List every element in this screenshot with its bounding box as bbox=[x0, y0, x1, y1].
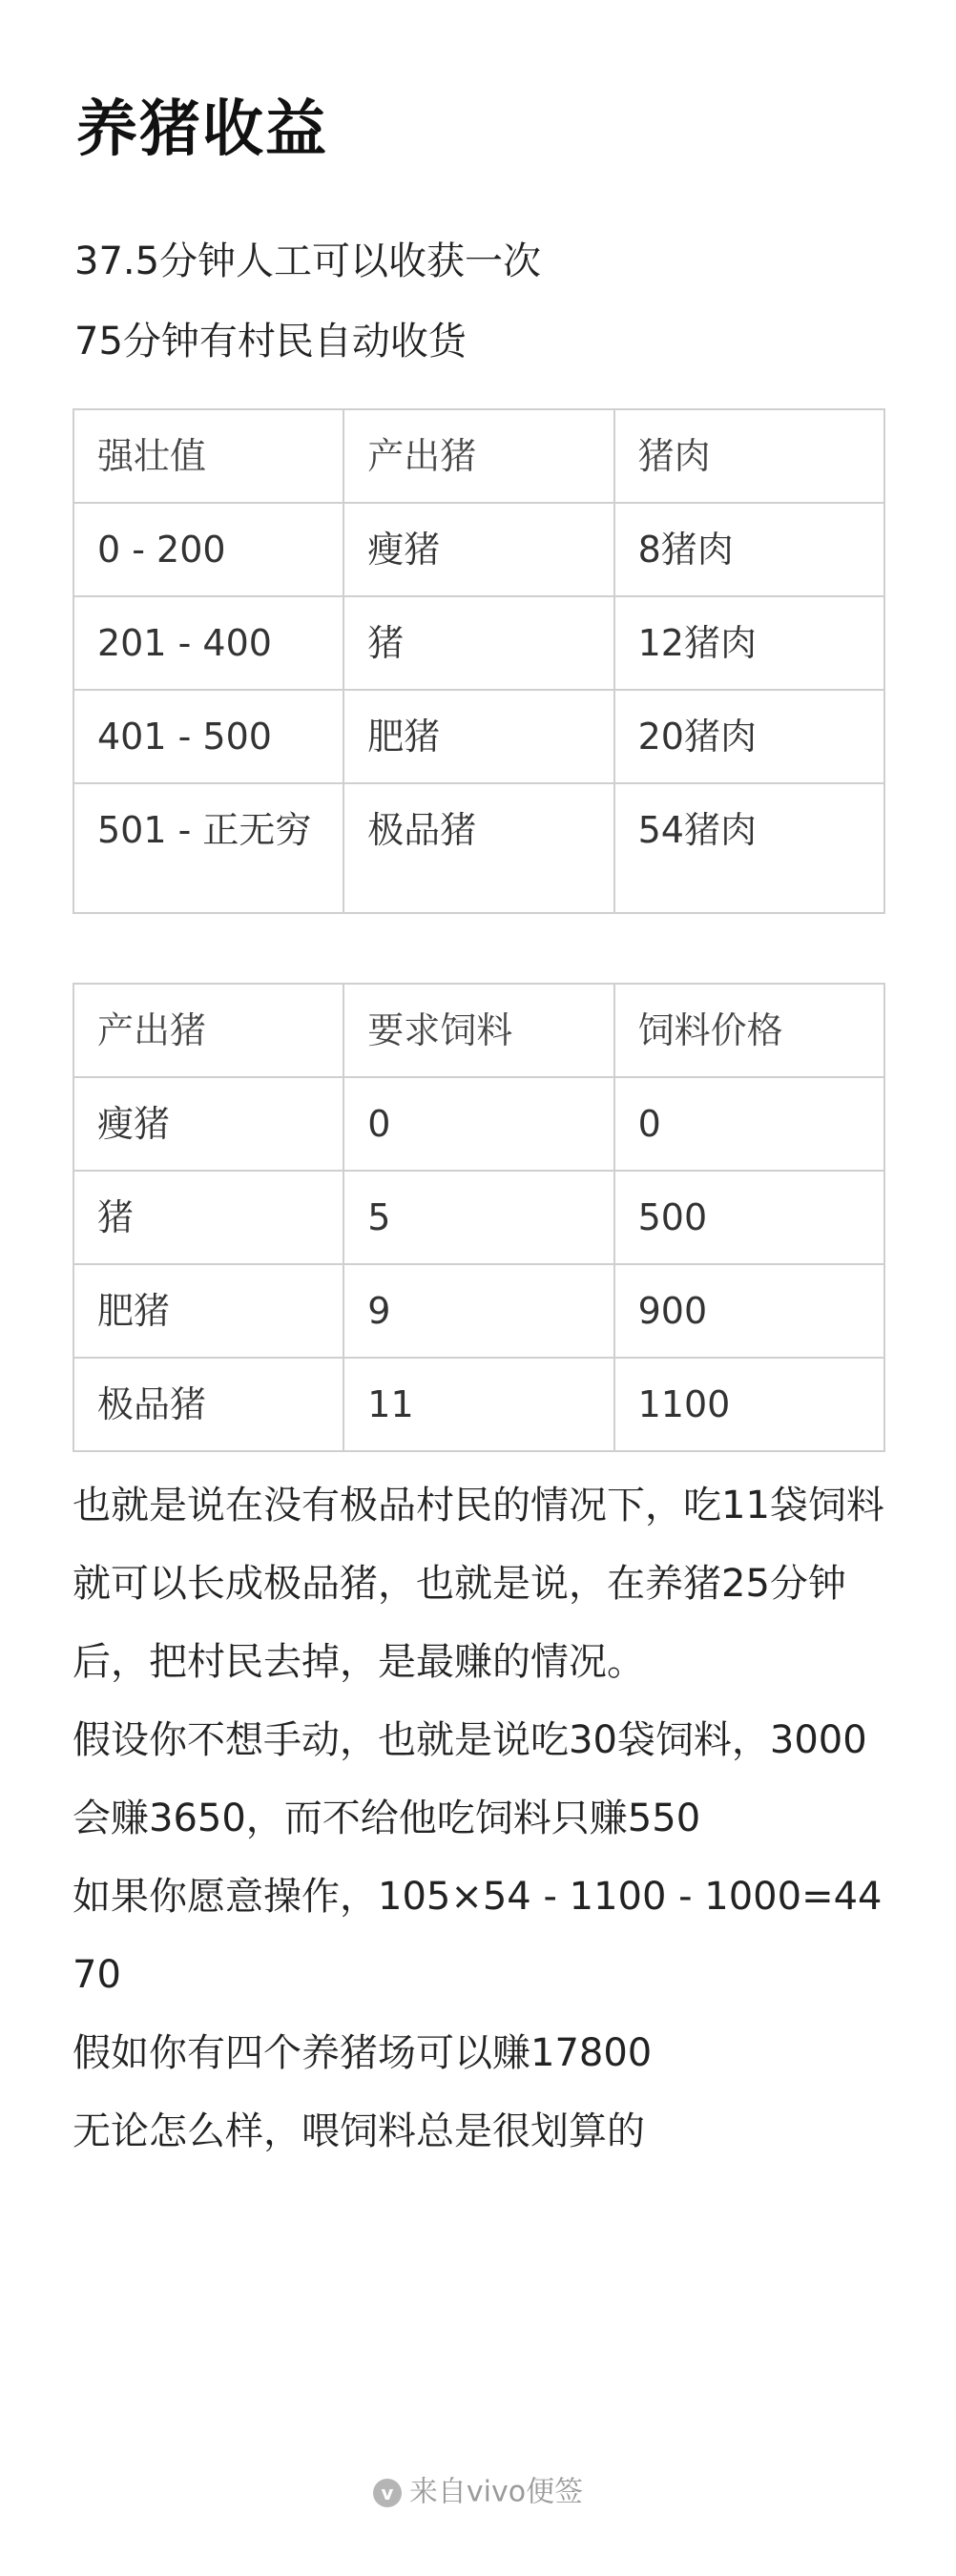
table-cell: 501 - 正无穷 bbox=[73, 783, 343, 913]
table-header-cell: 产出猪 bbox=[73, 984, 343, 1077]
table-header-cell: 产出猪 bbox=[343, 409, 613, 503]
body-paragraph: 无论怎么样，喂饲料总是很划算的 bbox=[73, 2109, 645, 2153]
intro-text bbox=[74, 221, 895, 382]
table-cell: 瘦猪 bbox=[73, 1077, 343, 1171]
intro-line: 37.5分钟人工可以收获一次 bbox=[74, 239, 542, 283]
table-cell: 201 - 400 bbox=[73, 596, 343, 690]
table-header-cell: 强壮值 bbox=[73, 409, 343, 503]
table-cell: 肥猪 bbox=[73, 1264, 343, 1358]
table-header-row bbox=[73, 409, 884, 503]
vivo-logo-icon: v bbox=[373, 2479, 402, 2507]
table-cell: 8猪肉 bbox=[614, 503, 884, 596]
table-cell: 0 bbox=[343, 1077, 613, 1171]
footer-label: 来自vivo便签 bbox=[408, 2475, 584, 2509]
table-cell: 极品猪 bbox=[343, 783, 613, 913]
table-cell: 20猪肉 bbox=[614, 690, 884, 783]
table-row bbox=[73, 1358, 884, 1451]
body-paragraph: 会赚3650，而不给他吃饲料只赚550 bbox=[73, 1797, 701, 1840]
table-cell: 12猪肉 bbox=[614, 596, 884, 690]
table-row bbox=[73, 1077, 884, 1171]
table-cell: 401 - 500 bbox=[73, 690, 343, 783]
table-header-cell: 猪肉 bbox=[614, 409, 884, 503]
table-cell: 54猪肉 bbox=[614, 783, 884, 913]
table-cell: 猪 bbox=[73, 1171, 343, 1264]
body-paragraph: 如果你愿意操作，105×54 - 1100 - 1000=4470 bbox=[73, 1875, 883, 1997]
table-cell: 猪 bbox=[343, 596, 613, 690]
table-header-cell: 饲料价格 bbox=[614, 984, 884, 1077]
table-row bbox=[73, 596, 884, 690]
footer-watermark bbox=[0, 2473, 956, 2512]
note-body bbox=[73, 1466, 903, 2171]
intro-line: 75分钟有村民自动收货 bbox=[74, 320, 467, 364]
table-row bbox=[73, 503, 884, 596]
body-paragraph: 假如你有四个养猪场可以赚17800 bbox=[73, 2031, 653, 2075]
table-row bbox=[73, 783, 884, 913]
table-cell: 0 - 200 bbox=[73, 503, 343, 596]
table-header-row bbox=[73, 984, 884, 1077]
table-cell: 9 bbox=[343, 1264, 613, 1358]
body-paragraph: 假设你不想手动，也就是说吃30袋饲料，3000 bbox=[73, 1718, 867, 1762]
table-cell: 11 bbox=[343, 1358, 613, 1451]
strength-output-table bbox=[73, 408, 885, 914]
body-paragraph: 也就是说在没有极品村民的情况下，吃11袋饲料就可以长成极品猪，也就是说，在养猪25分钟后，把村民去掉，是最赚的情况。 bbox=[73, 1484, 884, 1684]
table-header-cell: 要求饲料 bbox=[343, 984, 613, 1077]
table-row bbox=[73, 1171, 884, 1264]
table-cell: 5 bbox=[343, 1171, 613, 1264]
table-cell: 900 bbox=[614, 1264, 884, 1358]
table-cell: 0 bbox=[614, 1077, 884, 1171]
note-title: 养猪收益 bbox=[76, 94, 328, 165]
table-cell: 500 bbox=[614, 1171, 884, 1264]
table-cell: 肥猪 bbox=[343, 690, 613, 783]
table-cell: 极品猪 bbox=[73, 1358, 343, 1451]
table-cell: 1100 bbox=[614, 1358, 884, 1451]
table-row bbox=[73, 1264, 884, 1358]
feed-requirement-table bbox=[73, 983, 885, 1452]
table-row bbox=[73, 690, 884, 783]
table-cell: 瘦猪 bbox=[343, 503, 613, 596]
